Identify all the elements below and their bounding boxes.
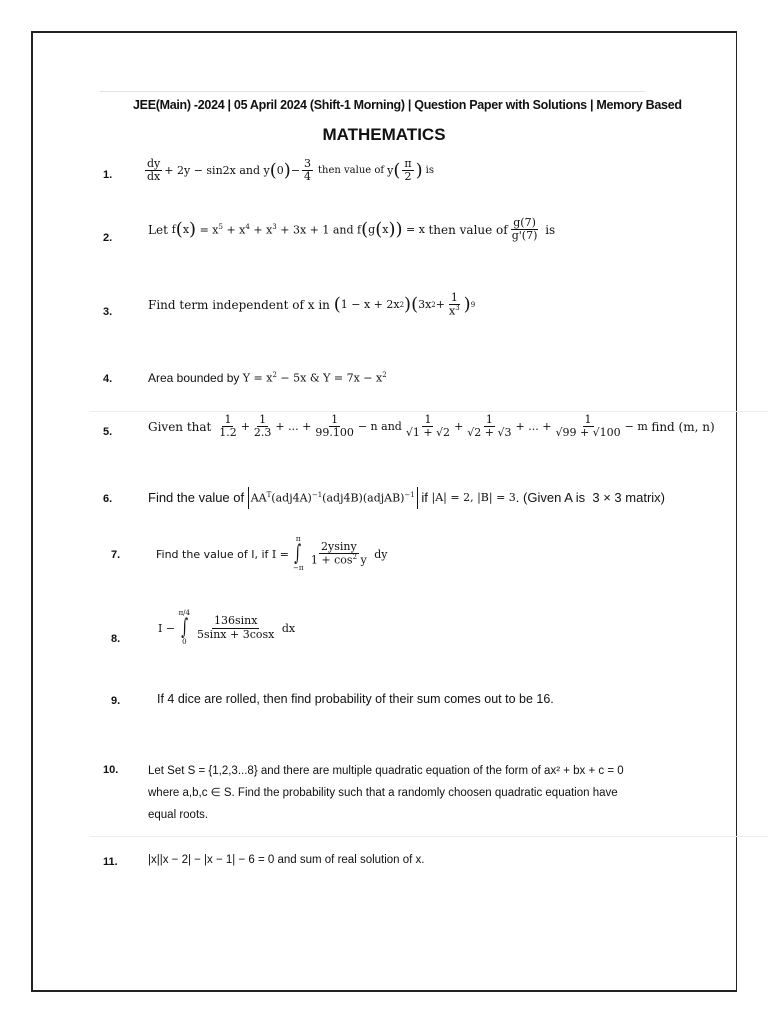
question-number: 4. bbox=[103, 373, 113, 385]
question-number: 9. bbox=[111, 695, 121, 707]
question-10-line: equal roots. bbox=[148, 809, 209, 821]
question-number: 11. bbox=[103, 856, 118, 868]
question-6: Find the value of $AA^T(adj4A)^{-1}(adj4B)(adjAB)^{-1}$ if |A| = 2, |B| = 3 . (Given A is 3 × 3 matrix) bbox=[148, 487, 665, 509]
page-header: JEE(Main) -2024 | 05 April 2024 (Shift-1 Morning) | Question Paper with Solutions | Memory Based bbox=[133, 98, 682, 112]
question-number: 10. bbox=[103, 764, 119, 776]
question-8: I − π/4 ∫ 0 $\frac{136\sin x}{5\sin x + 3\cos x}$ dx bbox=[158, 609, 296, 646]
page-title: MATHEMATICS bbox=[322, 125, 446, 144]
question-number: 6. bbox=[103, 493, 113, 505]
question-2: Let f ( x ) = $x^5 + x^4 + x^3 + 3x + 1$ and f ( g ( x ) ) = x then value of $\frac{g(7)}{g'(7)}$ is bbox=[148, 216, 556, 243]
question-10 bbox=[148, 760, 624, 826]
question-number: 5. bbox=[103, 426, 113, 438]
question-5: Given that $\frac{1}{1.2}$ + $\frac{1}{2.3}$ + ... + $\frac{1}{99.100}$ − n and $\frac{1}{√1 + √2}$ + $\frac{1}{√2 + √3}$ + ... + $\frac{1}{√99 + √100}$ − m find (m, n) bbox=[148, 413, 715, 440]
question-number: 7. bbox=[111, 549, 121, 561]
divider bbox=[90, 836, 768, 837]
question-7: Find the value of I, if I = π ∫ −π $\frac{2ysiny}{1 + \cos^2 y}$ dy bbox=[156, 535, 388, 572]
divider bbox=[90, 411, 768, 412]
question-4: Area bounded by $Y = x^2 - 5x$ & $Y = 7x - x^2$ bbox=[148, 371, 387, 385]
question-9: If 4 dice are rolled, then find probability of their sum comes out to be 16. bbox=[157, 692, 554, 706]
question-number: 2. bbox=[103, 232, 113, 244]
header-rule bbox=[100, 91, 645, 92]
question-10-line: Let Set S = {1,2,3...8} and there are multiple quadratic equation of the form of ax² + bx + c = 0 bbox=[148, 765, 624, 777]
question-3: Find term independent of x in ( 1 − x + 2x 2 ) ( 3x 2 + $\frac{1}{x^3}$ ) 9 bbox=[148, 291, 476, 318]
question-10-line: where a,b,c ∈ S. Find the probability such that a randomly choosen quadratic equation have bbox=[148, 787, 618, 799]
question-11: |x||x − 2| − |x − 1| − 6 = 0 and sum of real solution of x. bbox=[148, 854, 425, 866]
question-number: 1. bbox=[103, 169, 113, 181]
question-number: 8. bbox=[111, 633, 121, 645]
question-1: $\frac{dy}{dx}$ + 2y − sin2x and y ( 0 ) − $\frac{3}{4}$ then value of y ( $\frac{\pi}{2}$ ) is bbox=[147, 157, 434, 184]
question-number: 3. bbox=[103, 306, 113, 318]
